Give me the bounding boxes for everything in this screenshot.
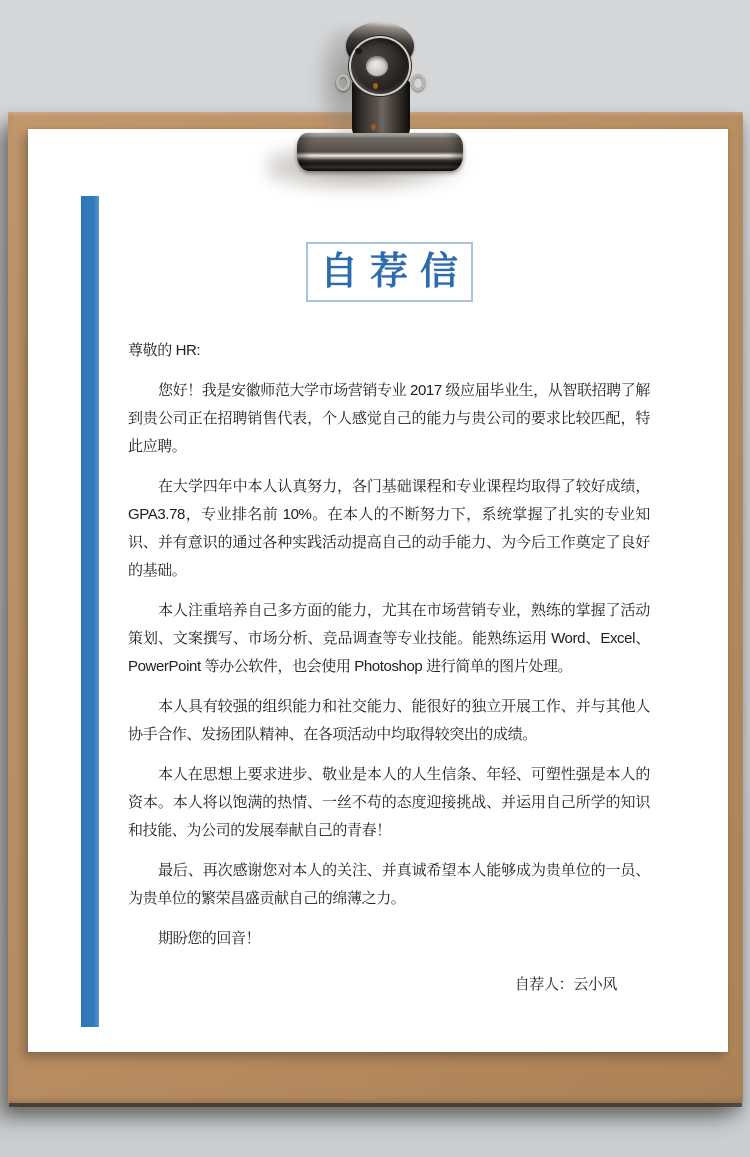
clip-knob-ring — [346, 22, 414, 70]
clip-rivet — [355, 48, 362, 54]
letter-content — [128, 242, 650, 999]
letter-paragraph: 期盼您的回音！ — [158, 930, 261, 947]
letter-paragraph: 本人具有较强的组织能力和社交能力、能很好的独立开展工作、并与其他人协手合作、发扬团队精神、在各项活动中均取得较突出的成绩。 — [128, 698, 650, 743]
letter-signature: 自荐人：云小风 — [514, 976, 617, 993]
letter-paragraph: 本人注重培养自己多方面的能力，尤其在市场营销专业，熟练的掌握了活动策划、文案撰写、市场分析、竞品调查等专业技能。能熟练运用 Word、Excel、PowerPoint 等办公软件，也会使用 Photoshop 进行简单的图片处理。 — [128, 602, 650, 675]
letter-body — [128, 377, 650, 953]
letter-title-box — [306, 242, 473, 302]
clip-knob — [349, 36, 411, 96]
clip-knob-hole — [366, 56, 388, 76]
accent-bar — [81, 196, 99, 1027]
clip-rivet — [373, 83, 378, 89]
clip-ear-right — [411, 74, 425, 91]
letter-greeting: 尊敬的 HR: — [128, 342, 201, 359]
letter-paper — [28, 129, 728, 1052]
letter-paragraph: 在大学四年中本人认真努力，各门基础课程和专业课程均取得了较好成绩，GPA3.78，专业排名前 10%。在本人的不断努力下，系统掌握了扎实的专业知识、并有意识的通过各种实践活动提高自己的动手能力、为今后工作奠定了良好的基础。 — [128, 478, 650, 579]
letter-paragraph: 最后、再次感谢您对本人的关注、并真诚希望本人能够成为贵单位的一员、为贵单位的繁荣昌盛贡献自己的绵薄之力。 — [128, 862, 650, 907]
clip-ear-left — [336, 74, 350, 91]
letter-paragraph: 本人在思想上要求进步、敬业是本人的人生信条、年轻、可塑性强是本人的资本。本人将以饱满的热情、一丝不苟的态度迎接挑战、并运用自己所学的知识和技能、为公司的发展奉献自己的青春！ — [128, 766, 650, 839]
letter-title: 自荐信 — [319, 251, 470, 293]
letter-paragraph: 您好！我是安徽师范大学市场营销专业 2017 级应届毕业生，从智联招聘了解到贵公司正在招聘销售代表，个人感觉自己的能力与贵公司的要求比较匹配，特此应聘。 — [128, 382, 650, 455]
